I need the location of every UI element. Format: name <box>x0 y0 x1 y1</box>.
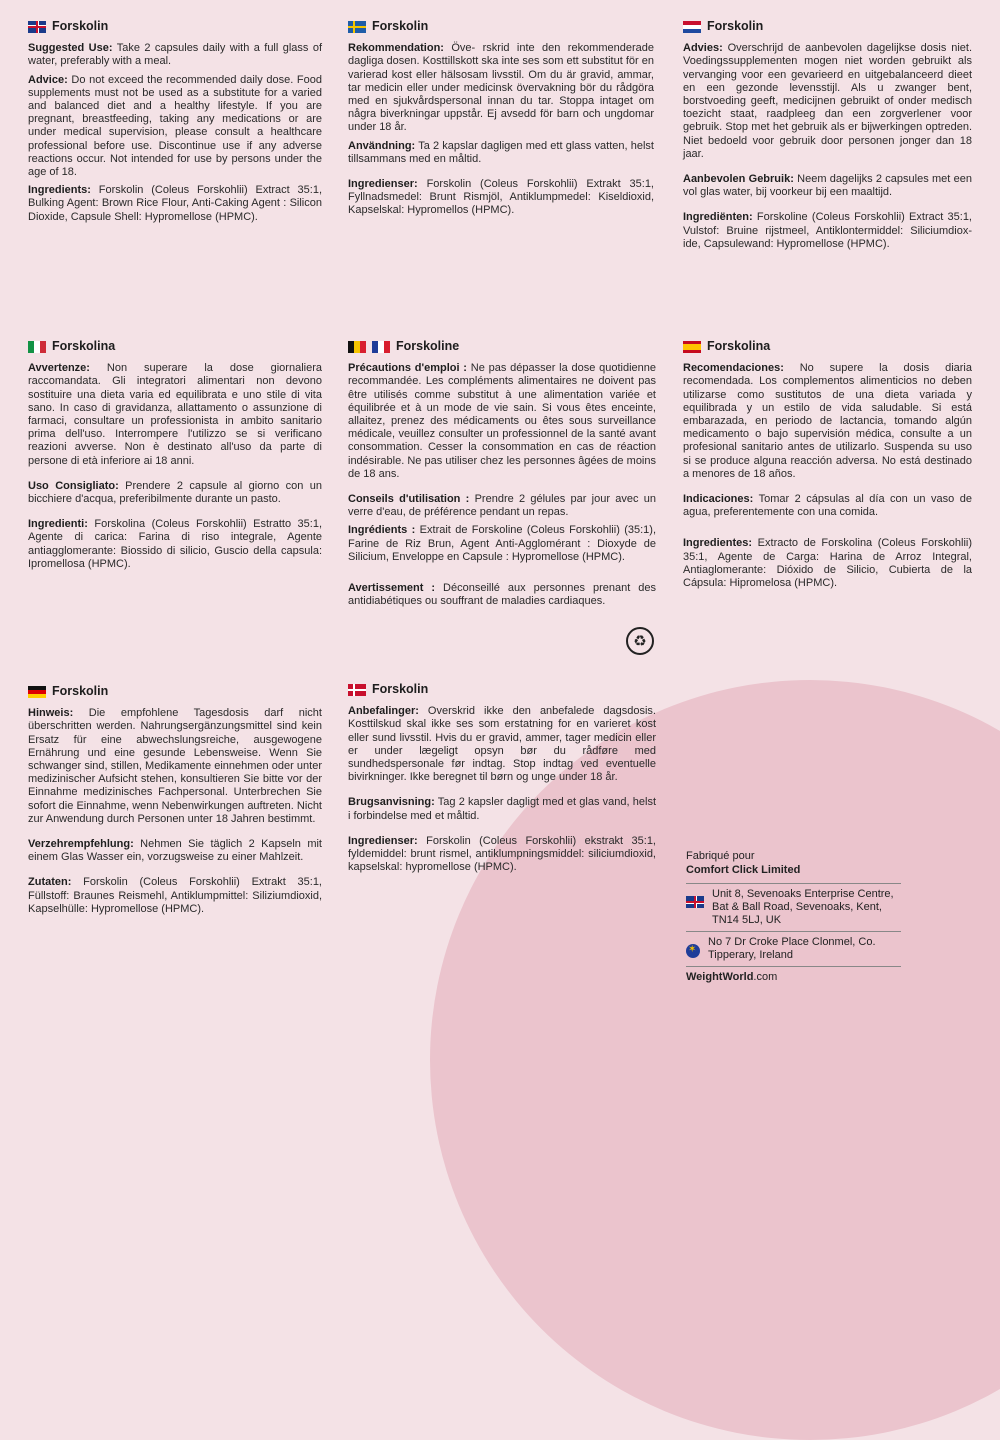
recommended-use: Aanbevolen Gebruik: Neem dagelijks 2 capsules met een vol glas water, bij voorkeur bij een maaltijd. <box>683 173 972 199</box>
section-title: Forskolin <box>683 20 972 33</box>
section-german <box>28 685 322 921</box>
warnings: Avvertenze: Non superare la dose giornaliera raccomandata. Gli integratori alimentari non devono sostituire una dieta varia ed equilibrata e uno stile di vita sano. In caso di gravidanza, allattamento o assunzione di farmaci, consultare un professionista in ambito sanitario prima dell'uso. Interrompere l'utilizzo se si verificano reazioni avverse. Non è destinato all'uso da parte di persone di età inferiore ai 18 anni. <box>28 362 322 467</box>
section-spanish <box>683 340 972 595</box>
ingredients: Ingrediënten: Forskoline (Coleus Forskohlii) Extract 35:1, Vulstof: Bruine rijstmeel, Antiklontermiddel: Siliciumdiox-ide, Capsulewand: Hypromellose (HPMC). <box>683 211 972 250</box>
uk-flag-icon <box>28 21 46 33</box>
manufactured-for-label: Fabriqué pour <box>686 850 755 862</box>
ingredients: Ingredienti: Forskolina (Coleus Forskohlii) Estratto 35:1, Agente di carica: Farina di riso integrale, Agente antiagglomerante: Biossido di silicio, Guscio della capsula: Ipromellosa (HPMC). <box>28 518 323 570</box>
ingredients: Ingredienser: Forskolin (Coleus Forskohlii) ekstrakt 35:1, fyldemiddel: brunt rismel, antiklumpningsmiddel: siliciumdioxid, kapselskal: hypromellose (HPMC). <box>348 834 656 874</box>
ingredients: Ingredients: Forskolin (Coleus Forskohlii) Extract 35:1, Bulking Agent: Brown Rice Flour, Anti-Caking Agent : Silicon Dioxide, Capsule Shell: Hypromellose (HPMC). <box>28 184 322 223</box>
sweden-flag-icon <box>348 21 366 33</box>
section-french <box>348 340 656 613</box>
eu-address: No 7 Dr Croke Place Clonmel, Co. Tipperary, Ireland <box>708 936 876 961</box>
recommended-use: Uso Consigliato: Prendere 2 capsule al giorno con un bicchiere d'acqua, preferibilmente durante un pasto. <box>28 479 323 506</box>
spain-flag-icon <box>683 341 701 353</box>
brand-website: WeightWorld.com <box>686 966 901 984</box>
section-danish <box>348 683 656 879</box>
eu-flag-icon <box>686 944 700 958</box>
france-flag-icon <box>372 341 390 353</box>
advice: Advice: Do not exceed the recommended daily dose. Food supplements must not be used as a substitute for a varied and balanced diet and a healthy lifestyle. If you are pregnant, breastfeeding, taking any medications or are under medical supervision, please consult a healthcare professional before use. Discontinue use if any adverse reactions occur. Not intended for use by persons under the age of 18. <box>28 73 322 179</box>
section-title: Forskolina <box>683 340 972 353</box>
germany-flag-icon <box>28 686 46 698</box>
ingredients: Ingredientes: Extracto de Forskolina (Coleus Forskohlii) 35:1, Agente de Carga: Harina de Arroz Integral, Antiaglomerante: Dióxido de Silicio, Cubierta de la Cápsula: Hipromelosa (HPMC). <box>683 537 972 590</box>
uk-address-row <box>686 883 901 931</box>
triman-recycling-icon: ♻ <box>626 627 654 655</box>
usage: Användning: Ta 2 kapslar dagligen med ett glass vatten, helst tillsammans med en måltid. <box>348 139 654 165</box>
manufacturer-block <box>686 850 901 984</box>
suggested-use: Suggested Use: Take 2 capsules daily with a full glass of water, preferably with a meal. <box>28 42 323 68</box>
section-swedish <box>348 20 654 223</box>
ingredients: Ingredienser: Forskolin (Coleus Forskohlii) Extrakt 35:1, Fyllnadsmedel: Brunt Rismjöl, Antiklumpmedel: Kiseldioxid, Kapselskal: Hypromellos (HPMC). <box>348 178 654 217</box>
section-italian <box>28 340 322 576</box>
uk-flag-icon <box>686 896 704 908</box>
recommendation: Rekommendation: Öve- rskrid inte den rekommenderade dagliga dosen. Kosttillskott ska inte ses som ett substitut för en varierad kost eller hälsosam livsstil. Om du är gravid, ammar, tar medicin eller under medicinsk övervakning bör du rådgöra med en sjukvårdspersonal innan du tar. Stoppa intaget om några biverkningar uppstår. Ej avsedd för barn och ungdomar under 18 år. <box>348 42 654 134</box>
netherlands-flag-icon <box>683 21 701 33</box>
eu-address-row <box>686 931 901 966</box>
warning: Avertissement : Déconseillé aux personnes prenant des antidiabétiques ou souffrant de maladies cardiaques. <box>348 582 656 608</box>
section-title: Forskolin <box>348 683 656 696</box>
denmark-flag-icon <box>348 684 366 696</box>
ingredients: Ingrédients : Extrait de Forskoline (Coleus Forskohlii) (35:1), Farine de Riz Brun, Agent Anti-Agglomérant : Dioxyde de Silicium, Enveloppe en Capsule : Hypromellose (HPMC). <box>348 524 657 563</box>
section-title: Forskolin <box>28 685 322 698</box>
ingredients: Zutaten: Forskolin (Coleus Forskohlii) Extrakt 35:1, Füllstoff: Braunes Reismehl, Antiklumpmittel: Siliziumdioxid, Kapselhülle: Hypromellose (HPMC). <box>28 876 322 915</box>
usage-instructions: Brugsanvisning: Tag 2 kapsler dagligt med et glas vand, helst i forbindelse med et måltid. <box>348 796 656 822</box>
section-title: Forskolin <box>348 20 654 33</box>
uk-address: Unit 8, Sevenoaks Enterprise Centre, Bat & Ball Road, Sevenoaks, Kent, TN14 5LJ, UK <box>712 888 894 926</box>
company-name: Comfort Click Limited <box>686 864 801 876</box>
recommendations: Anbefalinger: Overskrid ikke den anbefalede dagsdosis. Kosttilskud skal ikke ses som erstatning for en varieret kost eller sund livsstil. Hvis du er gravid, ammer, tager medicin eller er under lægeligt opsyn bør du rådføre med sundhedspersonale før indtag. Stop indtag ved eventuelle bivirkninger. Ikke beregnet til børn og unge under 18 år. <box>348 705 656 784</box>
recommendations: Recomendaciones: No supere la dosis diaria recomendada. Los complementos alimenticios no deben utilizarse como sustitutos de una dieta variada y equilibrada y un estilo de vida saludable. Si está embarazada, en periodo de lactancia, tomando algún medicamento o bajo supervisión médica, consulte a un profesional sanitario antes de utilizarlo. Suspenda su uso si se produce alguna reacción adversa. No está destinado a menores de 18 años. <box>683 362 972 480</box>
intake-recommendation: Verzehrempfehlung: Nehmen Sie täglich 2 Kapseln mit einem Glas Wasser ein, vorzugsweise zu einer Mahlzeit. <box>28 838 322 864</box>
notice: Hinweis: Die empfohlene Tagesdosis darf nicht überschritten werden. Nahrungsergänzungsmittel sind kein Ersatz für eine abwechslungsreiche, ausgewogene Ernährung und eine gesunde Lebensweise. Wenn Sie schwanger sind, stillen, Medikamente einnehmen oder unter medizinischer Aufsicht stehen, konsultieren Sie bitte vor der Einnahme medizinisches Fachpersonal. Unterbrechen Sie sofort die Einnahme, wenn Nebenwirkungen auftreten. Nicht zur Anwendung durch Personen unter 18 Jahren bestimmt. <box>28 707 322 825</box>
italy-flag-icon <box>28 341 46 353</box>
precautions: Précautions d'emploi : Ne pas dépasser la dose quotidienne recommandée. Les compléments alimentaires ne doivent pas être utilisés comme substitut à une alimentation variée et équilibrée et à un mode de vie sain. Si vous êtes enceinte, allaitez, prenez des médicaments ou êtes sous surveillance médicale, veuillez consulter un professionnel de la santé avant consommation. Cesser la consommation en cas de réaction indésirable. Ne pas utiliser chez les personnes âgées de moins de 18 ans. <box>348 362 656 480</box>
advice: Advies: Overschrijd de aanbevolen dagelijkse dosis niet. Voedingssupplementen mogen niet worden gebruikt als vervanging voor een gevarieerd en uitgebalanceerd dieet en een gezonde levensstijl. Als u zwanger bent, borstvoeding geeft, medicijnen gebruikt of onder medisch toezicht staat, raadpleeg dan een zorgverlener voor gebruik. Stop met het gebruik als er bijwerkingen optreden. Niet bedoeld voor gebruik door personen jonger dan 18 jaar. <box>683 42 972 160</box>
section-english <box>28 20 322 229</box>
section-title: Forskolin <box>28 20 322 33</box>
section-dutch <box>683 20 972 256</box>
belgium-flag-icon <box>348 341 366 353</box>
indications: Indicaciones: Tomar 2 cápsulas al día con un vaso de agua, preferentemente con una comida. <box>683 493 973 519</box>
usage-advice: Conseils d'utilisation : Prendre 2 gélules par jour avec un verre d'eau, de préférence pendant un repas. <box>348 493 656 519</box>
section-title: Forskolina <box>28 340 322 353</box>
section-title: Forskoline <box>348 340 656 353</box>
